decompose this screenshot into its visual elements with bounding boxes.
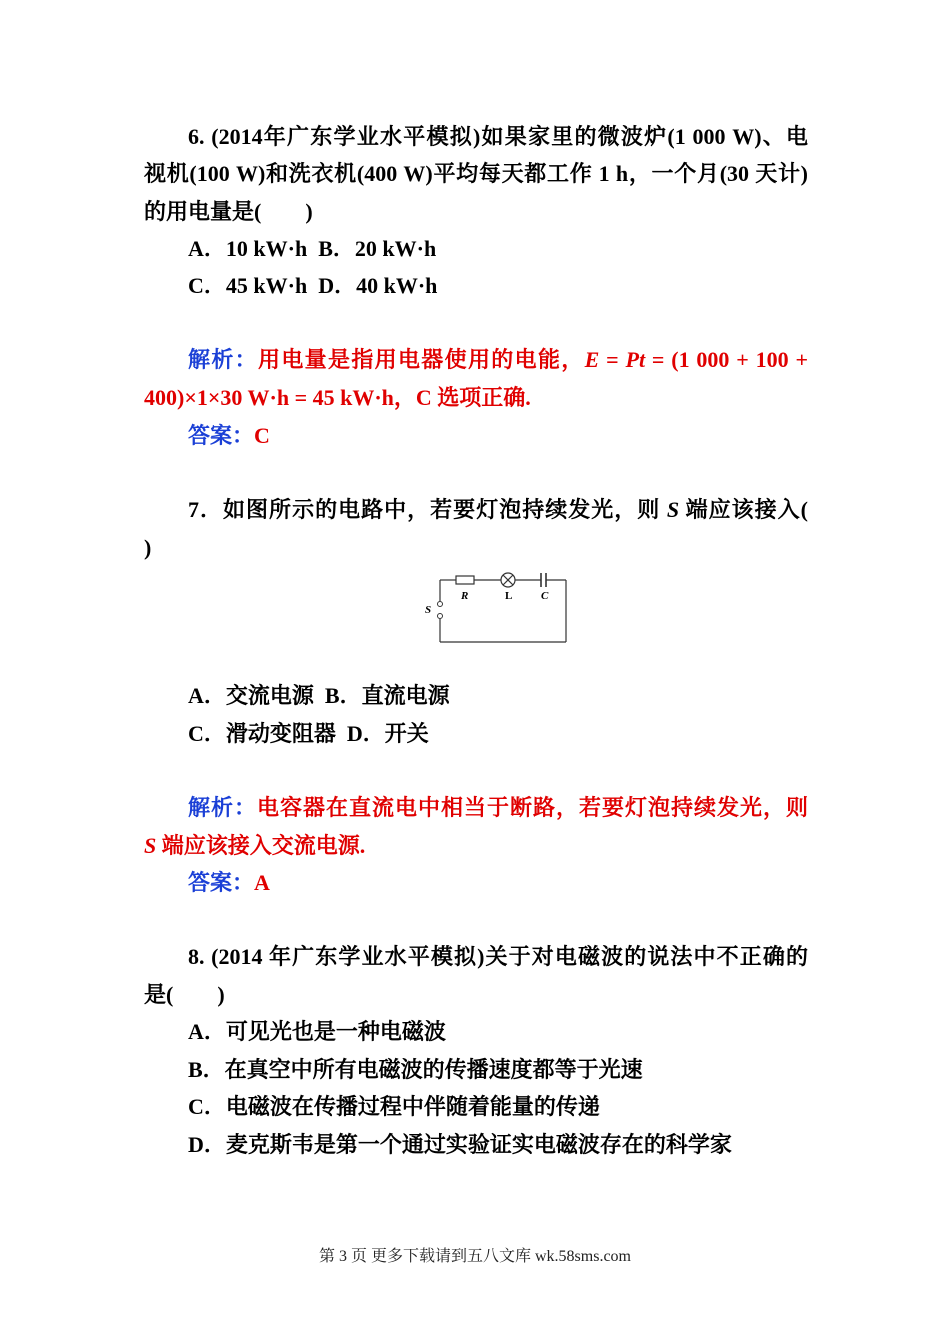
terminal-top — [438, 602, 443, 607]
q7-options-row-1 — [188, 681, 808, 711]
q7-analysis-rest: 端应该接入交流电源. — [156, 833, 366, 858]
q6-formula-rest: = (1 000 + 100 + — [645, 347, 808, 372]
q6-answer-label: 答案： — [188, 423, 255, 448]
q6-number: 6. (2014 — [188, 124, 263, 149]
q6-analysis-label: 解析： — [188, 347, 258, 372]
q6-stem-text: )如果家里的微波炉(1 000 W)、电 — [472, 124, 808, 149]
label-c: C — [541, 590, 549, 602]
resistor-symbol — [456, 576, 474, 584]
label-r: R — [461, 590, 469, 602]
q6-formula-pt: Pt — [625, 347, 646, 372]
q6-option-c: C．45 kW·h — [188, 273, 308, 298]
label-l: L — [505, 590, 513, 602]
q6-stem-line-3: 的用电量是( ) — [144, 199, 313, 224]
circuit-diagram — [420, 570, 580, 650]
q8-stem-line-1: 8. (2014 年广东学业水平模拟)关于对电磁波的说法中不正确的 — [188, 944, 808, 969]
label-s: S — [425, 604, 432, 616]
q6-source: 年广东学业水平模拟 — [262, 124, 473, 149]
terminal-bottom — [438, 614, 443, 619]
q8-option-a: A．可见光也是一种电磁波 — [188, 1019, 446, 1044]
q7-options-row-2 — [188, 719, 808, 749]
q6-analysis-line-1 — [188, 345, 808, 375]
lamp-icon — [501, 573, 515, 587]
q7-stem-post: 端应该接入( — [679, 497, 808, 522]
q6-option-a: A．10 kW·h — [188, 236, 308, 261]
q6-options-row-1 — [188, 234, 808, 264]
q6-option-b: B．20 kW·h — [318, 236, 437, 261]
q7-stem-line-2: ) — [144, 535, 152, 560]
q7-option-d: D．开关 — [346, 721, 429, 746]
q7-answer-value: A — [254, 870, 270, 895]
q7-answer-label: 答案： — [188, 870, 255, 895]
q8-option-d: D．麦克斯韦是第一个通过实验证实电磁波存在的科学家 — [188, 1132, 732, 1157]
q7-analysis-line-1 — [188, 793, 808, 823]
q7-answer — [188, 868, 808, 898]
q6-option-d: D．40 kW·h — [318, 273, 438, 298]
q6-formula-e: E — [584, 347, 600, 372]
q6-answer — [188, 421, 808, 451]
q6-analysis-text: 用电量是指用电器使用的电能， — [258, 347, 585, 372]
q8-option-b: B．在真空中所有电磁波的传播速度都等于光速 — [188, 1057, 643, 1082]
q7-analysis-text: 电容器在直流电中相当于断路，若要灯泡持续发光，则 — [257, 795, 808, 820]
q6-stem-line-1 — [188, 122, 808, 152]
q7-option-a: A．交流电源 — [188, 683, 314, 708]
q7-stem-pre: 7．如图所示的电路中，若要灯泡持续发光，则 — [188, 497, 667, 522]
q6-formula-eq: = — [599, 347, 626, 372]
q7-stem-line-1 — [188, 495, 808, 525]
q6-answer-value: C — [254, 423, 270, 448]
q7-option-b: B．直流电源 — [324, 683, 450, 708]
q7-analysis-s: S — [144, 833, 157, 858]
q8-option-c: C．电磁波在传播过程中伴随着能量的传递 — [188, 1094, 600, 1119]
q6-options-row-2 — [188, 271, 808, 301]
q7-analysis-line-2 — [144, 831, 808, 861]
q8-stem-line-2: 是( ) — [144, 982, 225, 1007]
page-footer: 第 3 页 更多下载请到五八文库 wk.58sms.com — [318, 1248, 631, 1265]
q7-analysis-label: 解析： — [188, 795, 257, 820]
q7-option-c: C．滑动变阻器 — [188, 721, 336, 746]
q6-stem-line-2: 视机(100 W)和洗衣机(400 W)平均每天都工作 1 h，一个月(30 天计) — [144, 161, 808, 186]
q6-analysis-line-2: 400)×1×30 W·h = 45 kW·h，C 选项正确. — [144, 385, 531, 410]
q7-stem-s: S — [666, 497, 680, 522]
